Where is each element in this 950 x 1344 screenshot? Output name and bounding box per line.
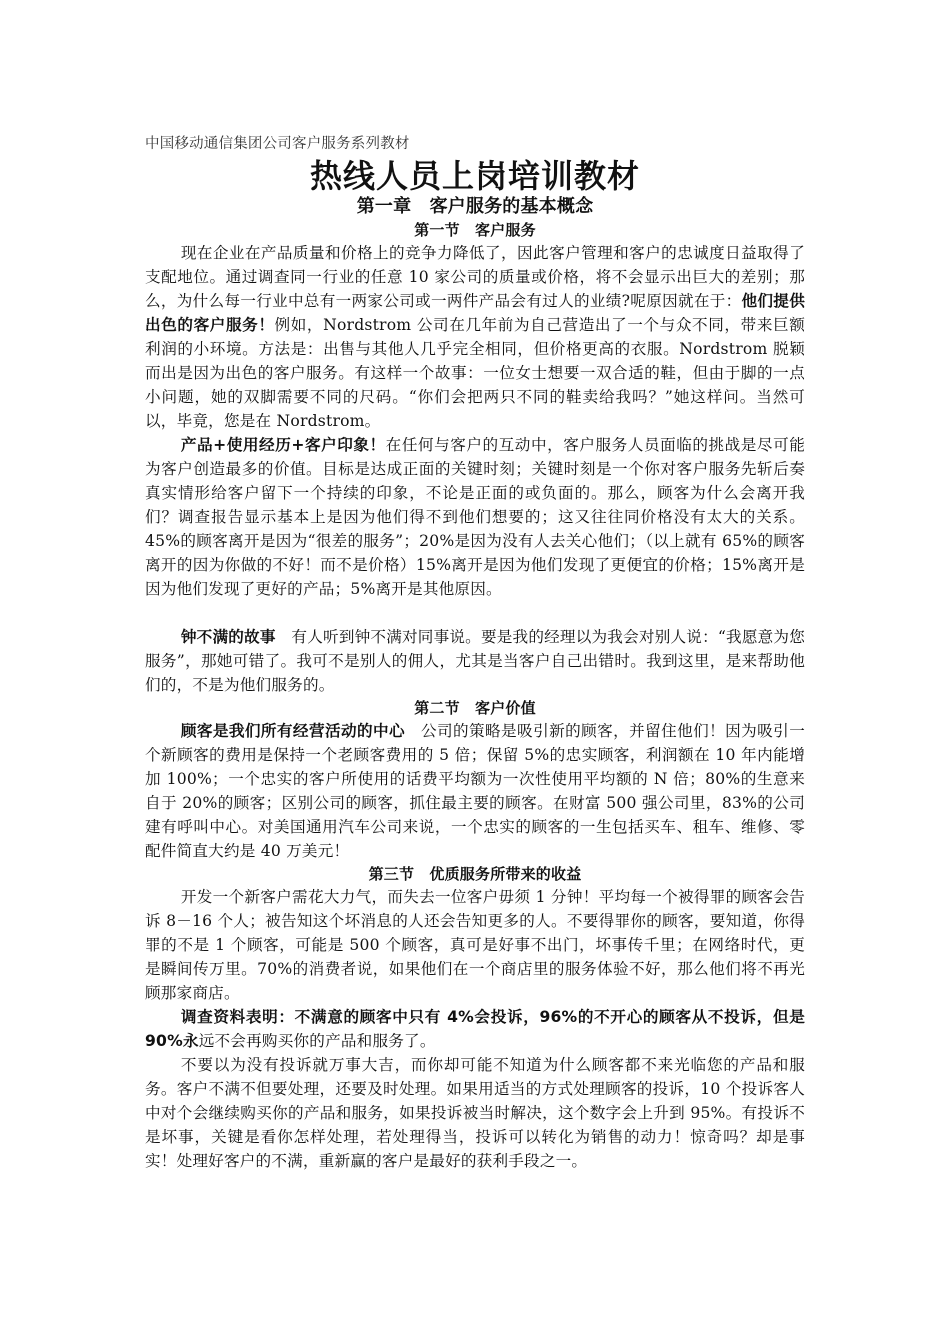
section-3-heading: 第三节 优质服务所带来的收益: [368, 865, 582, 883]
paragraph-lead: 调查资料表明：不满意的顾客中只有 4%会投诉，96%的不开心的顾客从不投诉，但是 90%永: [145, 1008, 805, 1050]
document-page: [145, 133, 805, 1173]
paragraph-lead: 产品+使用经历+客户印象！: [180, 436, 386, 454]
paragraph-text: 远不会再购买你的产品和服务了。: [198, 1032, 436, 1050]
section-1-paragraph-1: [145, 241, 805, 433]
document-title: 热线人员上岗培训教材: [309, 157, 640, 195]
section-2-paragraph-1: [145, 719, 805, 863]
section-3-paragraph-1: 开发一个新客户需花大力气，而失去一位客户毋须 1 分钟！平均每一个被得罪的顾客会告诉 8－16 个人；被告知这个坏消息的人还会告知更多的人。不要得罪你的顾客，要知道，你得罪的不是 1 个顾客，可能是 500 个顾客，真可是好事不出门，坏事传千里；在网络时代，更是瞬间传万里。70%的消费者说，如果他们在一个商店里的服务体验不好，那么他们将不再光顾那家商店。: [145, 888, 805, 1002]
chapter-heading: 第一章 客户服务的基本概念: [356, 196, 594, 217]
section-3-paragraph-2: [145, 1005, 805, 1053]
paragraph-lead: 钟不满的故事: [180, 628, 276, 646]
section-1-paragraph-2: [145, 433, 805, 601]
emphasis-text: 他们提供出色的客户服务！: [145, 292, 805, 334]
paragraph-text: 例如，Nordstrom 公司在几年前为自己营造出了一个与众不同，带来巨额利润的小环境。方法是：出售与其他人几乎完全相同，但价格更高的衣服。Nordstrom 脱颖而出是因为出色的客户服务。有这样一个故事：一位女士想要一双合适的鞋，但由于脚的一点小问题，她的双脚需要不同的尺码。“你们会把两只不同的鞋卖给我吗？”她这样问。当然可以，毕竟，您是在 Nordstrom。: [145, 316, 805, 430]
section-2-heading: 第二节 客户价值: [414, 699, 536, 717]
section-1-paragraph-3: [145, 625, 805, 697]
section-3-paragraph-3: 不要以为没有投诉就万事大吉，而你却可能不知道为什么顾客都不来光临您的产品和服务。客户不满不但要处理，还要及时处理。如果用适当的方式处理顾客的投诉，10 个投诉客人中对个会继续购买你的产品和服务，如果投诉被当时解决，这个数字会上升到 95%。有投诉不是坏事，关键是看你怎样处理，若处理得当，投诉可以转化为销售的动力！惊奇吗？却是事实！处理好客户的不满，重新赢的客户是最好的获利手段之一。: [145, 1056, 805, 1170]
blank-line: [145, 601, 805, 625]
paragraph-text: 有人听到钟不满对同事说。要是我的经理以为我会对别人说：“我愿意为您服务”，那她可错了。我可不是别人的佣人，尤其是当客户自己出错时。我到这里，是来帮助他们的，不是为他们服务的。: [145, 628, 806, 694]
paragraph-text: 公司的策略是吸引新的顾客，并留住他们！因为吸引一个新顾客的费用是保持一个老顾客费用的 5 倍；保留 5%的忠实顾客，利润额在 10 年内能增加 100%；一个忠实的客户所使用的话费平均额为一次性使用平均额的 N 倍；80%的生意来自于 20%的顾客；区别公司的顾客，抓住最主要的顾客。在财富 500 强公司里，83%的公司建有呼叫中心。对美国通用汽车公司来说，一个忠实的顾客的一生包括买车、租车、维修、零配件简直大约是 40 万美元！: [145, 722, 805, 860]
section-1-heading: 第一节 客户服务: [414, 221, 536, 239]
paragraph-text: 现在企业在产品质量和价格上的竞争力降低了，因此客户管理和客户的忠诚度日益取得了支配地位。通过调查同一行业的任意 10 家公司的质量或价格，将不会显示出巨大的差别；那么，为什么每一行业中总有一两家公司或一两件产品会有过人的业绩?呢原因就在于：: [145, 244, 805, 310]
paragraph-lead: 顾客是我们所有经营活动的中心: [180, 722, 405, 740]
series-caption: 中国移动通信集团公司客户服务系列教材: [145, 136, 410, 152]
paragraph-text: 在任何与客户的互动中，客户服务人员面临的挑战是尽可能为客户创造最多的价值。目标是达成正面的关键时刻；关键时刻是一个你对客户服务先斩后奏真实情形给客户留下一个持续的印象，不论是正面的或负面的。那么，顾客为什么会离开我们？调查报告显示基本上是因为他们得不到他们想要的；这又往往同价格没有太大的关系。45%的顾客离开是因为“很差的服务”；20%是因为没有人去关心他们；（以上就有 65%的顾客离开的因为你做的不好！而不是价格）15%离开是因为他们发现了更便宜的价格；15%离开是因为他们发现了更好的产品；5%离开是其他原因。: [145, 436, 806, 598]
